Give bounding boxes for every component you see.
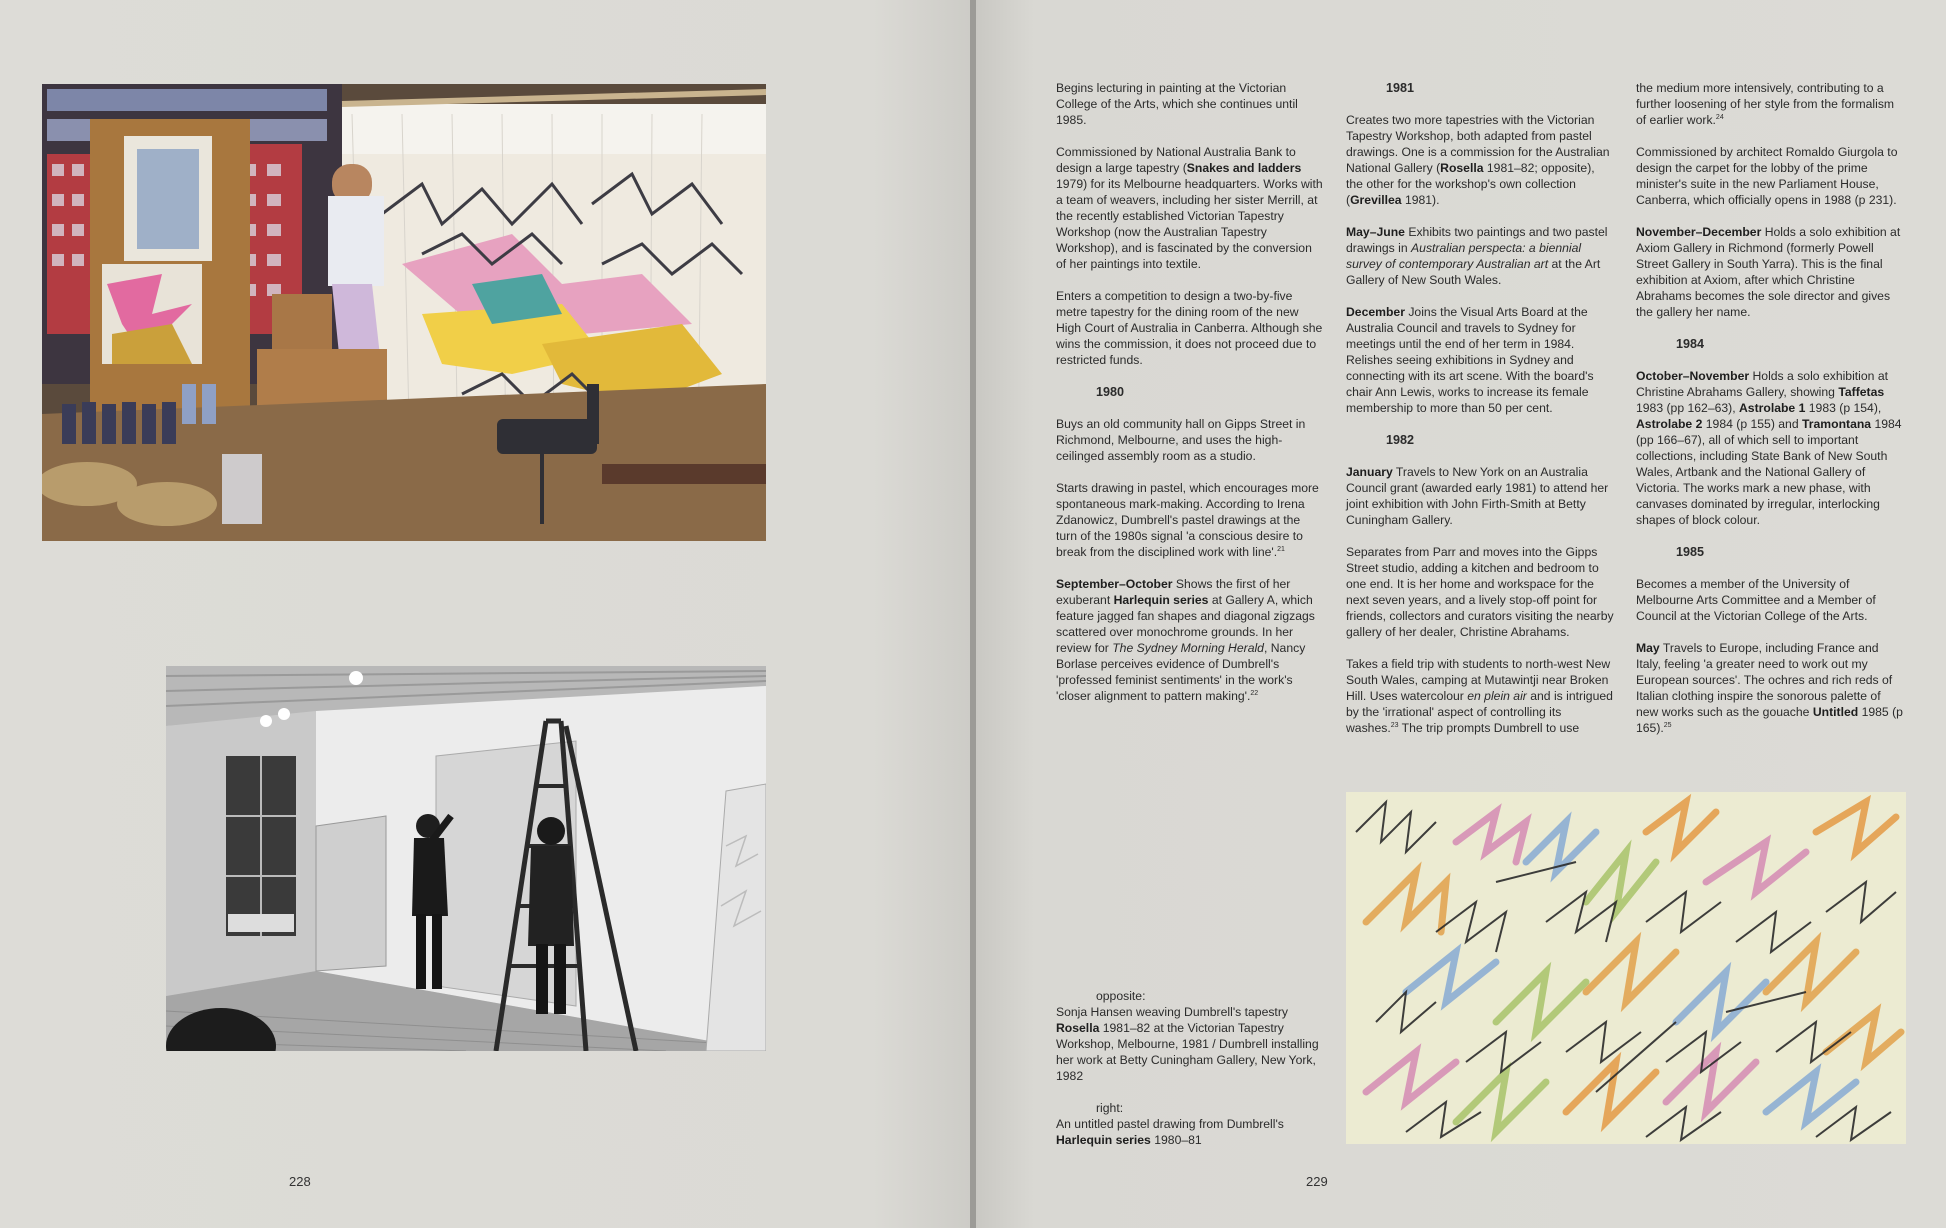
- caption-opposite: opposite: Sonja Hansen weaving Dumbrell's tapestry Rosella 1981–82 at the Victorian Tapestry Workshop, Melbourne, 1981 / Dumbrell installing her work at Betty Cuningham Gallery, New York, 1982: [1056, 989, 1319, 1083]
- entry-snakes-and-ladders: Commissioned by National Australia Bank to design a large tapestry (Snakes and ladders 1979) for its Melbourne headquarters. Works with a team of weavers, including her sister Merrill, at the recently established Victorian Tapestry Workshop (now the Australian Tapestry Workshop), and is fascinated by the conversion of her paintings into textile.: [1056, 145, 1323, 271]
- entry-christine-abrahams: October–November Holds a solo exhibition at Christine Abrahams Gallery, showing Taffetas 1983 (pp 162–63), Astrolabe 1 1983 (p 154), Astrolabe 2 1984 (p 155) and Tramontana 1984 (pp 166–67), all of which sell to important collections, including State Bank of New South Wales, Artbank and the National Gallery of Victoria. The works mark a new phase, with canvases dominated by irregular, interlocking shapes of block colour.: [1636, 369, 1902, 527]
- entry-perspecta: May–June Exhibits two paintings and two pastel drawings in Australian perspecta: a biennial survey of contemporary Australian art at the Art Gallery of New South Wales.: [1346, 225, 1608, 287]
- entry-pastel: Starts drawing in pastel, which encourages more spontaneous mark-making. According to Irena Zdanowicz, Dumbrell's pastel drawings at the turn of the 1980s signal 'a conscious desire to break from the disciplined work with line'.$^{21}$: [1056, 481, 1319, 559]
- entry-separates: Separates from Parr and moves into the Gipps Street studio, adding a kitchen and bedroom to one end. It is her home and workspace for the next seven years, and a lively stop-off point for friends, collectors and curators visiting the nearby gallery of her dealer, Christine Abrahams.: [1346, 545, 1614, 639]
- entry-new-york: January Travels to New York on an Australia Council grant (awarded early 1981) to attend her joint exhibition with John Firth-Smith at Betty Cuningham Gallery.: [1346, 465, 1609, 527]
- entry-europe: May Travels to Europe, including France and Italy, feeling 'a greater need to work out my European sources'. The ochres and rich reds of Italian clothing inspire the sonorous palette of new works such as the gouache Untitled 1985 (p 165).$^{25}$: [1636, 641, 1903, 735]
- page-number-left: 228: [289, 1174, 311, 1189]
- image-captions: [1056, 988, 1326, 1164]
- text-column-3: [1636, 80, 1904, 752]
- entry-high-court: Enters a competition to design a two-by-five metre tapestry for the dining room of the new High Court of Australia in Canberra. Although she wins the commission, it does not proceed due to restricted funds.: [1056, 289, 1323, 367]
- weaving-photo: [42, 84, 766, 541]
- year-heading-1982: 1982: [1386, 433, 1415, 447]
- entry-1979-lecturing: Begins lecturing in painting at the Victorian College of the Arts, which she continues until 1985.: [1056, 81, 1298, 127]
- entry-harlequin: September–October Shows the first of her exuberant Harlequin series at Gallery A, which feature jagged fan shapes and diagonal zigzags scattered over monochrome grounds. In her review for The Sydney Morning Herald, Nancy Borlase perceives evidence of Dumbrell's 'professed feminist sentiments' in the work's 'closer alignment to pattern making'.$^{22}$: [1056, 577, 1315, 703]
- gallery-photo: [166, 666, 766, 1051]
- entry-field-trip: Takes a field trip with students to north-west New South Wales, camping at Mutawintji near Broken Hill. Uses watercolour en plein air and is intrigued by the 'irrational' aspect of controlling its washes.$^{23}$ The trip prompts Dumbrell to use: [1346, 657, 1613, 735]
- year-heading-1984: 1984: [1676, 337, 1705, 351]
- text-column-1: [1056, 80, 1324, 720]
- caption-right: right: An untitled pastel drawing from Dumbrell's Harlequin series 1980–81: [1056, 1101, 1284, 1147]
- pastel-drawing-image: [1346, 792, 1906, 1144]
- entry-axiom-gallery: November–December Holds a solo exhibition at Axiom Gallery in Richmond (formerly Powell Street Gallery in South Yarra). This is the final exhibition at Axiom, after which Christine Abrahams becomes the sole director and gives the gallery her name.: [1636, 225, 1901, 319]
- entry-gipps-street: Buys an old community hall on Gipps Street in Richmond, Melbourne, and uses the high-ceilinged assembly room as a studio.: [1056, 417, 1306, 463]
- text-column-2: [1346, 80, 1614, 752]
- entry-rosella-grevillea: Creates two more tapestries with the Victorian Tapestry Workshop, both adapted from pastel drawings. One is a commission for the Australian National Gallery (Rosella 1981–82; opposite), the other for the workshop's own collection (Grevillea 1981).: [1346, 113, 1610, 207]
- entry-visual-arts-board: December Joins the Visual Arts Board at the Australia Council and travels to Sydney for meetings until the end of her term in 1984. Relishes seeing exhibitions in Sydney and connecting with its art scene. With the board's chair Ann Lewis, works to increase its female membership to more than 50 per cent.: [1346, 305, 1594, 415]
- year-heading-1981: 1981: [1386, 81, 1415, 95]
- entry-medium-continued: the medium more intensively, contributing to a further loosening of her style from the formalism of earlier work.$^{24}$: [1636, 81, 1895, 127]
- year-heading-1980: 1980: [1096, 385, 1125, 399]
- entry-parliament-carpet: Commissioned by architect Romaldo Giurgola to design the carpet for the lobby of the prime minister's suite in the new Parliament House, Canberra, which officially opens in 1988 (p 231).: [1636, 145, 1898, 207]
- entry-arts-committee: Becomes a member of the University of Melbourne Arts Committee and a Member of Council at the Victorian College of the Arts.: [1636, 577, 1876, 623]
- page-number-right: 229: [1306, 1174, 1328, 1189]
- year-heading-1985: 1985: [1676, 545, 1705, 559]
